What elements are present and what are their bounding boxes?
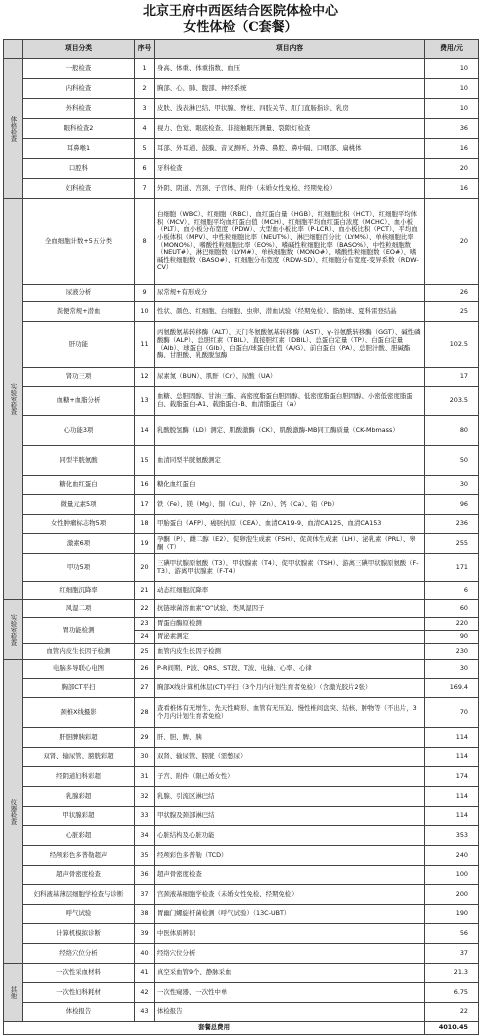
item-name: 心脏彩超 <box>23 826 135 846</box>
table-body <box>4 59 479 1022</box>
item-content: 血糖、总胆固醇、甘油三酯、高密度脂蛋白胆固醇、低密度脂蛋白胆固醇、小密低密度脂蛋白、载脂蛋白-A1、载脂蛋白-B、血清脂蛋白（a） <box>155 387 425 416</box>
item-number: 36 <box>135 866 155 885</box>
table-row <box>4 660 479 679</box>
table-row <box>4 866 479 885</box>
item-content: 身高、体重、体重指数、血压 <box>155 59 425 79</box>
table-row <box>4 476 479 495</box>
table-row <box>4 767 479 787</box>
item-name: 红细胞沉降率 <box>23 582 135 600</box>
item-name: 肝功能 <box>23 322 135 368</box>
item-name: 一次性妇科耗材 <box>23 983 135 1003</box>
item-fee: 169.4 <box>425 679 479 698</box>
item-fee: 16 <box>425 139 479 159</box>
item-number: 33 <box>135 807 155 826</box>
item-number: 37 <box>135 885 155 905</box>
table-row <box>4 924 479 944</box>
item-content: 糖化血红蛋白 <box>155 476 425 495</box>
item-fee: 20 <box>425 159 479 179</box>
table-row <box>4 944 479 964</box>
item-fee: 6 <box>425 582 479 600</box>
item-fee: 30 <box>425 660 479 679</box>
item-name: 电脑多导联心电图 <box>23 660 135 679</box>
table-row <box>4 964 479 983</box>
table-row <box>4 59 479 79</box>
item-content: 真空采血管9个、静脉采血 <box>155 964 425 983</box>
item-number: 39 <box>135 924 155 944</box>
table-row <box>4 1003 479 1022</box>
item-number: 1 <box>135 59 155 79</box>
item-fee: 20 <box>425 199 479 285</box>
item-fee: 171 <box>425 554 479 582</box>
category-cell <box>4 59 23 199</box>
item-content: 中医体质辨识 <box>155 924 425 944</box>
item-fee: 36 <box>425 119 479 139</box>
item-number: 3 <box>135 99 155 119</box>
item-fee: 236 <box>425 515 479 534</box>
item-fee: 200 <box>425 885 479 905</box>
item-number: 21 <box>135 582 155 600</box>
item-name: 耳鼻喉1 <box>23 139 135 159</box>
item-number: 14 <box>135 416 155 446</box>
item-fee: 26 <box>425 285 479 302</box>
item-fee: 60 <box>425 600 479 618</box>
item-number: 35 <box>135 846 155 866</box>
category-label: 其他 <box>9 986 18 999</box>
item-name: 颈椎X线摄影 <box>23 698 135 728</box>
item-name: 女性肿瘤标志物5项 <box>23 515 135 534</box>
item-fee: 114 <box>425 807 479 826</box>
item-fee: 10 <box>425 79 479 99</box>
item-content: P-R间期、P波、QRS、ST段、T波、电轴、心率、心律 <box>155 660 425 679</box>
item-number: 41 <box>135 964 155 983</box>
table-row <box>4 644 479 660</box>
item-content: 丙氨酸氨基转移酶（ALT）、天门冬氨酸氨基转移酶（AST）、γ-谷氨酰转移酶（GGT）、碱性磷酸酶（ALP）、总胆红素（TBIL）、直接胆红素（DBIL）、总蛋白定量（TP）、白蛋白定量（Alb）、球蛋白（Glb）、白蛋白/球蛋白比值（A/G）、前白蛋白（PA）、总胆汁酸、胆碱酯酶、甘胆酸、乳酸脱氢酶 <box>155 322 425 368</box>
item-number: 22 <box>135 600 155 618</box>
item-content: 肝、胆、脾、胰 <box>155 728 425 748</box>
item-name: 糖化血红蛋白 <box>23 476 135 495</box>
item-name: 超声骨密度检查 <box>23 866 135 885</box>
item-content: 耳部、外耳道、鼓膜、音叉测听、外鼻、鼻腔、鼻中隔、口咽部、扁桃体 <box>155 139 425 159</box>
table-row <box>4 416 479 446</box>
item-fee: 220 <box>425 618 479 631</box>
item-number: 7 <box>135 179 155 199</box>
table-row <box>4 787 479 807</box>
item-number: 30 <box>135 748 155 767</box>
item-fee: 114 <box>425 748 479 767</box>
table-row <box>4 826 479 846</box>
item-content: 胸部、心、肺、腹部、神经系统 <box>155 79 425 99</box>
table-row <box>4 387 479 416</box>
item-content: 孕酮（P）、雌二醇（E2）、促卵泡生成素（FSH）、促黄体生成素（LH）、泌乳素（PRL）、睾酮（T） <box>155 534 425 554</box>
table-row <box>4 79 479 99</box>
item-fee: 25 <box>425 302 479 322</box>
table-row <box>4 600 479 618</box>
item-number: 38 <box>135 905 155 924</box>
item-name: 血管内皮生长因子检测 <box>23 644 135 660</box>
table-row <box>4 515 479 534</box>
item-fee: 255 <box>425 534 479 554</box>
item-number: 4 <box>135 119 155 139</box>
item-fee: 203.5 <box>425 387 479 416</box>
item-content: 经络穴位分析 <box>155 944 425 964</box>
item-number: 29 <box>135 728 155 748</box>
item-name: 内科检查 <box>23 79 135 99</box>
item-name: 胃功能检测 <box>23 618 135 644</box>
item-content: 铁（Fe）、镁（Mg）、铜（Cu）、锌（Zn）、钙（Ca）、铅（Pb） <box>155 495 425 515</box>
item-name: 经阴道妇科彩超 <box>23 767 135 787</box>
table-row <box>4 534 479 554</box>
item-content: 三碘甲状腺原氨酸（T3）、甲状腺素（T4）、促甲状腺素（TSH）、游离三碘甲状腺原氨酸（F-T3）、游离甲状腺素（F-T4） <box>155 554 425 582</box>
item-content: 甲胎蛋白（AFP）、癌胚抗原（CEA）、血清CA19-9、血清CA125、血清CA153 <box>155 515 425 534</box>
table-row <box>4 139 479 159</box>
item-number: 17 <box>135 495 155 515</box>
item-fee: 56 <box>425 924 479 944</box>
item-name: 甲状腺彩超 <box>23 807 135 826</box>
item-content: 皮肤、浅表淋巴结、甲状腺、脊柱、四肢关节、肛门直肠指诊、乳房 <box>155 99 425 119</box>
table-row <box>4 905 479 924</box>
item-content: 胃泌素测定 <box>155 631 425 644</box>
item-name: 经络穴位分析 <box>23 944 135 964</box>
item-content: 尿素氮（BUN）、肌酐（Cr）、尿酸（UA） <box>155 368 425 387</box>
item-content: 血管内皮生长因子检测 <box>155 644 425 660</box>
total-label: 套餐总费用 <box>4 1022 425 1035</box>
table-row <box>4 885 479 905</box>
table-row <box>4 618 479 631</box>
item-content: 双肾、输尿管、膀胱（需憋尿） <box>155 748 425 767</box>
item-name: 一次性采血材料 <box>23 964 135 983</box>
item-content: 牙科检查 <box>155 159 425 179</box>
item-name: 同型半胱氨酸 <box>23 446 135 476</box>
item-name: 计算机模拟诊断 <box>23 924 135 944</box>
item-number: 6 <box>135 159 155 179</box>
category-cell <box>4 660 23 964</box>
table-row <box>4 698 479 728</box>
table-row <box>4 846 479 866</box>
item-name: 双肾、输尿管、膀胱彩超 <box>23 748 135 767</box>
page-subtitle: 女性体检（C套餐） <box>183 20 298 35</box>
item-content: 宫颈液基细胞学检查（未婚女性免检、经期免检） <box>155 885 425 905</box>
item-name: 外科检查 <box>23 99 135 119</box>
table-row <box>4 728 479 748</box>
item-number: 28 <box>135 698 155 728</box>
item-fee: 240 <box>425 846 479 866</box>
item-number: 23 <box>135 618 155 631</box>
item-content: 抗链球菌溶血素“O”试验、类风湿因子 <box>155 600 425 618</box>
item-name: 乳腺彩超 <box>23 787 135 807</box>
table-row <box>4 199 479 285</box>
item-fee: 21.3 <box>425 964 479 983</box>
item-fee: 90 <box>425 631 479 644</box>
item-content: 一次性窥器、一次性中单 <box>155 983 425 1003</box>
item-fee: 22 <box>425 1003 479 1022</box>
page-title: 北京王府中西医结合医院体检中心 <box>142 4 338 19</box>
item-number: 12 <box>135 368 155 387</box>
item-number: 31 <box>135 767 155 787</box>
item-fee: 30 <box>425 476 479 495</box>
item-fee: 100 <box>425 866 479 885</box>
item-number: 24 <box>135 631 155 644</box>
item-name: 一般检查 <box>23 59 135 79</box>
item-name: 经颅彩色多普勒超声 <box>23 846 135 866</box>
item-number: 16 <box>135 476 155 495</box>
header-category <box>4 40 23 59</box>
item-number: 26 <box>135 660 155 679</box>
item-number: 13 <box>135 387 155 416</box>
header-fee: 费用/元 <box>425 40 479 59</box>
item-number: 8 <box>135 199 155 285</box>
item-content: 乳腺、引流区淋巴结 <box>155 787 425 807</box>
item-content: 血清同型半胱氨酸测定 <box>155 446 425 476</box>
item-content: 外阴、阴道、宫颈、子宫体、附件（未婚女性免检、经期免检） <box>155 179 425 199</box>
item-name: 粪便常规+潜血 <box>23 302 135 322</box>
item-content: 甲状腺及颈部淋巴结 <box>155 807 425 826</box>
item-number: 19 <box>135 534 155 554</box>
item-name: 激素6项 <box>23 534 135 554</box>
category-cell <box>4 600 23 660</box>
item-fee: 16 <box>425 179 479 199</box>
category-cell <box>4 964 23 1022</box>
item-number: 20 <box>135 554 155 582</box>
table-row <box>4 582 479 600</box>
item-fee: 10 <box>425 99 479 119</box>
category-cell <box>4 199 23 600</box>
item-number: 25 <box>135 644 155 660</box>
item-number: 2 <box>135 79 155 99</box>
item-number: 34 <box>135 826 155 846</box>
item-fee: 96 <box>425 495 479 515</box>
item-name: 胸部CT平扫 <box>23 679 135 698</box>
item-number: 9 <box>135 285 155 302</box>
category-label: 体格检查 <box>9 115 18 142</box>
category-label: 仪器检查 <box>9 798 18 825</box>
item-content: 乳酸脱氢酶（LD）测定、肌酸激酶（CK）、肌酸激酶-MB同工酶质量（CK-Mbmass） <box>155 416 425 446</box>
item-fee: 80 <box>425 416 479 446</box>
item-fee: 70 <box>425 698 479 728</box>
item-fee: 102.5 <box>425 322 479 368</box>
table-row <box>4 159 479 179</box>
category-label: 实验室检查 <box>9 383 18 415</box>
item-name: 风湿二项 <box>23 600 135 618</box>
item-content: 经颅彩色多普勒（TCD） <box>155 846 425 866</box>
item-content: 心脏结构及心脏功能 <box>155 826 425 846</box>
item-name: 肾功三项 <box>23 368 135 387</box>
table-row <box>4 495 479 515</box>
table-row <box>4 285 479 302</box>
total-row <box>4 1022 479 1035</box>
item-name: 口腔科 <box>23 159 135 179</box>
item-content: 子宫、附件（限已婚女性） <box>155 767 425 787</box>
item-content: 胃幽门螺旋杆菌检测（呼气试验）（13C-UBT） <box>155 905 425 924</box>
item-number: 10 <box>135 302 155 322</box>
item-fee: 17 <box>425 368 479 387</box>
table-row <box>4 179 479 199</box>
table-row <box>4 983 479 1003</box>
table-row <box>4 119 479 139</box>
table-row <box>4 807 479 826</box>
table-row <box>4 368 479 387</box>
item-number: 18 <box>135 515 155 534</box>
item-fee: 37 <box>425 944 479 964</box>
category-label: 实验室检查 <box>9 613 18 646</box>
item-name: 眼科检查2 <box>23 119 135 139</box>
table-row <box>4 322 479 368</box>
item-content: 超声骨密度检查 <box>155 866 425 885</box>
item-name: 心功能3项 <box>23 416 135 446</box>
item-number: 43 <box>135 1003 155 1022</box>
item-name: 妇科检查 <box>23 179 135 199</box>
item-fee: 10 <box>425 59 479 79</box>
item-fee: 114 <box>425 728 479 748</box>
item-name: 肝胆脾胰彩超 <box>23 728 135 748</box>
item-name: 妇科液基薄层细胞学检查与诊断 <box>23 885 135 905</box>
item-name: 尿液分析 <box>23 285 135 302</box>
item-name: 呼气试验 <box>23 905 135 924</box>
item-fee: 353 <box>425 826 479 846</box>
table-row <box>4 554 479 582</box>
header-no: 序号 <box>135 40 155 59</box>
item-content: 白细胞（WBC）、红细胞（RBC）、血红蛋白量（HGB）、红细胞比积（HCT）、红细胞平均体积（MCV）、红细胞平均血红蛋白值（MCH）、红细胞平均血红蛋白浓度（MCHC）、血小板（PLT）、血小板分布宽度（PDW）、大型血小板比率（P-LCR）、血小板比积（PCT）、平均血小板体积（MPV）、中性粒细胞比率（NEUT%）、淋巴细胞百分比（LYM%）、单核细胞比率（MONO%）、嗜酸性粒细胞比率（EO%）、嗜碱性粒细胞比率（BASO%）、中性粒细胞数（NEUT#）、淋巴细胞数（LYM#）、单核细胞数（MONO#）、嗜酸性粒细胞数（EO#）、嗜碱性粒细胞数（BASO#）、红细胞分布宽度（RDW-SD）、红细胞分布宽度-变异系数（RDW-CV） <box>155 199 425 285</box>
header-item: 项目分类 <box>23 40 135 59</box>
item-number: 27 <box>135 679 155 698</box>
item-content: 尿常规+有形成分 <box>155 285 425 302</box>
item-number: 32 <box>135 787 155 807</box>
item-number: 40 <box>135 944 155 964</box>
item-name: 体检报告 <box>23 1003 135 1022</box>
item-fee: 50 <box>425 446 479 476</box>
item-name: 血糖+血脂分析 <box>23 387 135 416</box>
table-row <box>4 302 479 322</box>
item-fee: 190 <box>425 905 479 924</box>
total-fee: 4010.45 <box>425 1022 479 1035</box>
item-name: 全血细胞计数+5五分类 <box>23 199 135 285</box>
item-content: 胃蛋白酶原检测 <box>155 618 425 631</box>
item-number: 42 <box>135 983 155 1003</box>
item-content: 视力、色觉、眼底检查、非接触眼压测量、裂隙灯检查 <box>155 119 425 139</box>
item-content: 胸部X线计算机体层(CT)平扫（3个月内计划生育者免检）（含激光胶片2张） <box>155 679 425 698</box>
item-number: 15 <box>135 446 155 476</box>
item-fee: 6.75 <box>425 983 479 1003</box>
exam-table <box>3 39 479 1035</box>
item-content: 查看椎体有无增生、先天性畸形、血管有无压迫、慢性椎间盘突、结核、肿物等（不出片，3个月内计划生育者免检） <box>155 698 425 728</box>
item-content: 动态红细胞沉降率 <box>155 582 425 600</box>
header-content: 项目内容 <box>155 40 425 59</box>
item-number: 5 <box>135 139 155 159</box>
item-fee: 174 <box>425 767 479 787</box>
item-name: 微量元素5项 <box>23 495 135 515</box>
item-fee: 230 <box>425 644 479 660</box>
table-row <box>4 679 479 698</box>
item-name: 甲功5项 <box>23 554 135 582</box>
table-row <box>4 446 479 476</box>
item-content: 体检报告 <box>155 1003 425 1022</box>
table-row <box>4 748 479 767</box>
table-row <box>4 99 479 119</box>
item-fee: 114 <box>425 787 479 807</box>
table-header-row <box>4 40 479 59</box>
item-number: 11 <box>135 322 155 368</box>
item-content: 性状、颜色、红细胞、白细胞、虫卵、潜血试验（经期免检）、脂肪球、夏科雷登结晶 <box>155 302 425 322</box>
